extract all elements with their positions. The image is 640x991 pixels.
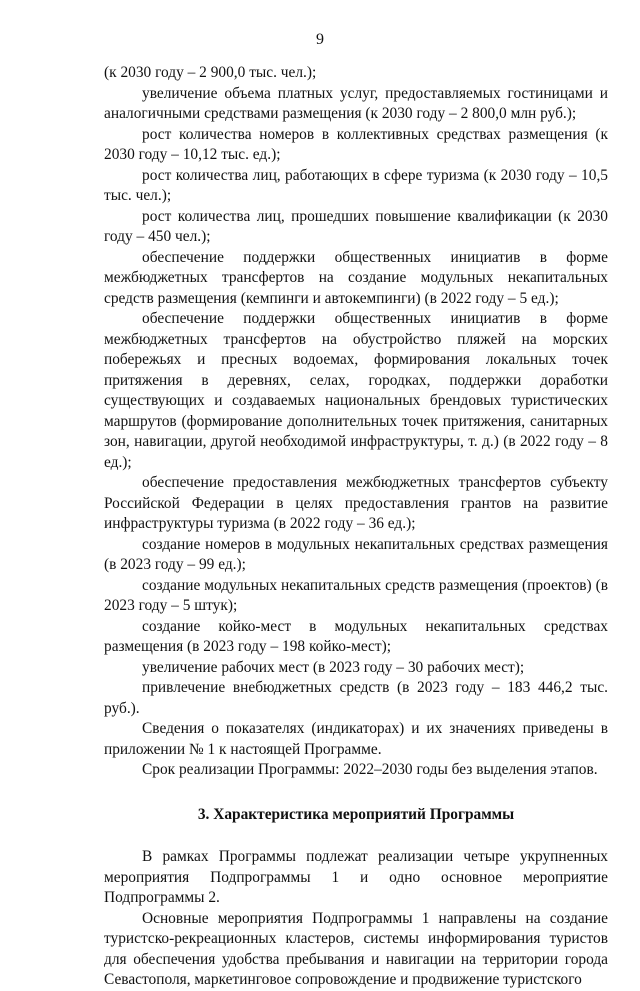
paragraph: создание койко-мест в модульных некапитальных средствах размещения (в 2023 году – 198 койко-мест); — [104, 617, 608, 655]
paragraph: Основные мероприятия Подпрограммы 1 направлены на создание туристско-рекреационных кластеров, системы информирования туристов для обеспечения удобства пребывания и навигации на территории города Севастополя, маркетинговое сопровождение и продвижение туристского — [104, 909, 608, 988]
paragraph: увеличение рабочих мест (в 2023 году – 30 рабочих мест); — [142, 658, 525, 676]
paragraph: Сведения о показателях (индикаторах) и их значениях приведены в приложении № 1 к настоящей Программе. — [104, 720, 608, 758]
paragraph: рост количества лиц, прошедших повышение квалификации (к 2030 году – 450 чел.); — [104, 207, 608, 245]
paragraph: рост количества лиц, работающих в сфере туризма (к 2030 году – 10,5 тыс. чел.); — [104, 166, 608, 204]
page-number: 9 — [316, 31, 324, 48]
paragraph: (к 2030 году – 2 900,0 тыс. чел.); — [104, 64, 317, 81]
paragraph: обеспечение предоставления межбюджетных трансфертов субъекту Российской Федерации в целях предоставления грантов на развитие инфраструктуры туризма (в 2022 году – 36 ед.); — [104, 474, 608, 532]
paragraph: Срок реализации Программы: 2022–2030 годы без выделения этапов. — [142, 761, 598, 778]
body-text — [104, 63, 608, 991]
paragraph: обеспечение поддержки общественных инициатив в форме межбюджетных трансфертов на обустройство пляжей на морских побережьях и пресных водоемах, формирования локальных точек притяжения в деревнях, селах, городках, поддержки доработки существующих и создаваемых национальных брендовых туристических маршрутов (формирование дополнительных точек притяжения, санитарных зон, навигации, другой необходимой инфраструктуры, т. д.) (в 2022 году – 8 ед.); — [104, 310, 608, 471]
paragraph: увеличение объема платных услуг, предоставляемых гостиницами и аналогичными средствами размещения (к 2030 году – 2 800,0 млн руб.); — [104, 84, 608, 122]
paragraph: привлечение внебюджетных средств (в 2023 году – 183 446,2 тыс. руб.). — [104, 679, 608, 717]
paragraph: В рамках Программы подлежат реализации четыре укрупненных мероприятия Подпрограммы 1 и одно основное мероприятие Подпрограммы 2. — [104, 848, 608, 906]
paragraph: рост количества номеров в коллективных средствах размещения (к 2030 году – 10,12 тыс. ед.); — [104, 125, 608, 163]
paragraph: обеспечение поддержки общественных инициатив в форме межбюджетных трансфертов на создание модульных некапитальных средств размещения (кемпинги и автокемпинги) (в 2022 году – 5 ед.); — [104, 248, 608, 307]
section-heading: 3. Характеристика мероприятий Программы — [197, 805, 515, 823]
paragraph: создание модульных некапитальных средств размещения (проектов) (в 2023 году – 5 штук); — [104, 576, 608, 614]
paragraph: создание номеров в модульных некапитальных средствах размещения (в 2023 году – 99 ед.); — [104, 535, 608, 573]
